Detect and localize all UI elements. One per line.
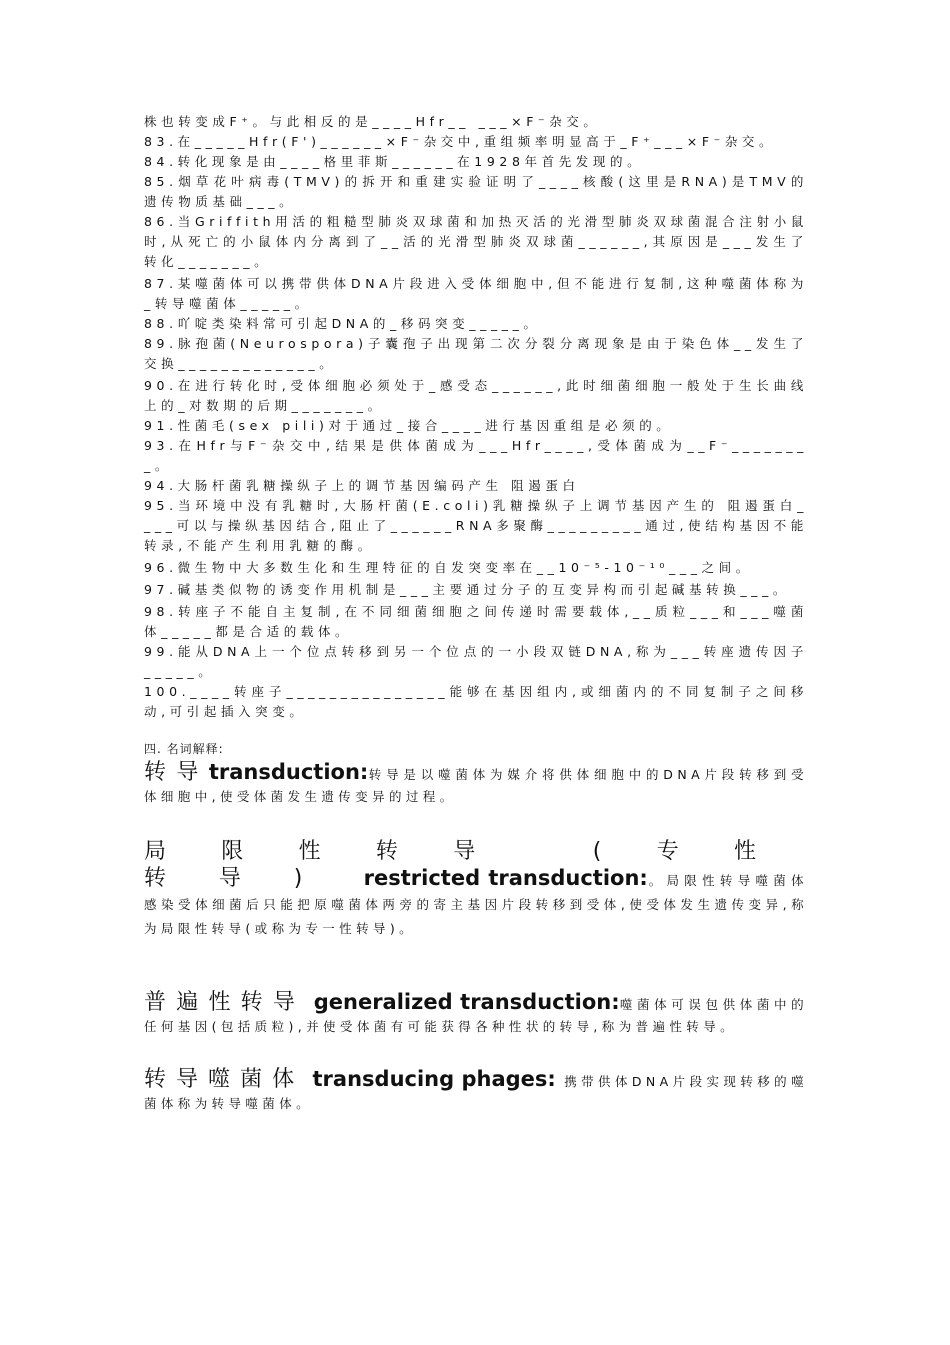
question-90: 90.在进行转化时,受体细胞必须处于_感受态______,此时细菌细胞一般处于生长曲线上的_对数期的后期_______。 bbox=[144, 378, 808, 413]
term-en: generalized transduction bbox=[313, 990, 612, 1014]
term-en: transduction bbox=[208, 760, 360, 784]
question-95: 95.当环境中没有乳糖时,大肠杆菌(E.coli)乳糖操纵子上调节基因产生的 阻遏蛋白____可以与操纵基因结合,阻止了______RNA多聚酶_________通过,使结构基因不能转录,不能产生利用乳糖的酶。 bbox=[144, 498, 808, 553]
question-96: 96.微生物中大多数生化和生理特征的自发突变率在__10⁻⁵-10⁻¹⁰___之间。 bbox=[144, 560, 753, 575]
term-definition: 噬菌体可误包供体菌中的任何基因(包括质粒),并使受体菌有可能获得各种性状的转导,称为普遍性转导。 bbox=[144, 997, 809, 1034]
term-colon: : bbox=[611, 990, 620, 1014]
question-83: 83.在_____Hfr(F')______×F⁻杂交中,重组频率明显高于_F⁺___×F⁻杂交。 bbox=[144, 134, 777, 149]
question-100: 100.____转座子_______________能够在基因组内,或细菌内的不同复制子之间移动,可引起插入突变。 bbox=[144, 684, 808, 719]
term-definition: 转导是以噬菌体为媒介将供体细胞中的DNA片段转移到受体细胞中,使受体菌发生遗传变异的过程。 bbox=[144, 767, 808, 804]
question-85: 85.烟草花叶病毒(TMV)的拆开和重建实验证明了____核酸(这里是RNA)是TMV的遗传物质基础___。 bbox=[144, 174, 808, 209]
question-99: 99.能从DNA上一个位点转移到另一个位点的一小段双链DNA,称为___转座遗传因子_____。 bbox=[144, 644, 808, 679]
page-content bbox=[144, 112, 808, 1115]
question-86: 86.当Griffith用活的粗糙型肺炎双球菌和加热灭活的光滑型肺炎双球菌混合注射小鼠时,从死亡的小鼠体内分离到了__活的光滑型肺炎双球菌______,其原因是___发生了转化_______。 bbox=[144, 214, 808, 269]
term-zh: 局限性转导 (专性转导) bbox=[144, 839, 808, 891]
question-97: 97.碱基类似物的诱变作用机制是___主要通过分子的互变异构而引起碱基转换___。 bbox=[144, 582, 790, 597]
question-84: 84.转化现象是由____格里菲斯______在1928年首先发现的。 bbox=[144, 154, 645, 169]
term-en: restricted transduction bbox=[363, 866, 640, 890]
section-title: 四. 名词解释: bbox=[144, 742, 224, 756]
question-94: 94.大肠杆菌乳糖操纵子上的调节基因编码产生 阻遏蛋白 bbox=[144, 478, 580, 493]
term-colon: : bbox=[359, 760, 369, 784]
term-transduction bbox=[144, 761, 808, 808]
question-87: 87.某噬菌体可以携带供体DNA片段进入受体细胞中,但不能进行复制,这种噬菌体称为_转导噬菌体_____。 bbox=[144, 276, 808, 311]
term-definition: 。局限性转导噬菌体感染受体细菌后只能把原噬菌体两旁的寄主基因片段转移到受体,使受体发生遗传变异,称为局限性转导(或称为专一性转导)。 bbox=[144, 873, 809, 936]
term-transducing-phages bbox=[144, 1068, 808, 1115]
question-89: 89.脉孢菌(Neurospora)子囊孢子出现第二次分裂分离现象是由于染色体__发生了交换_____________。 bbox=[144, 336, 808, 371]
question-98: 98.转座子不能自主复制,在不同细菌细胞之间传递时需要载体,__质粒___和___噬菌体_____都是合适的载体。 bbox=[144, 604, 808, 639]
term-zh: 转导 bbox=[144, 760, 209, 785]
term-en: transducing phages bbox=[312, 1067, 548, 1091]
term-generalized-transduction bbox=[144, 991, 808, 1038]
term-definition: 携带供体DNA片段实现转移的噬菌体称为转导噬菌体。 bbox=[144, 1074, 808, 1111]
term-colon: : bbox=[639, 866, 648, 890]
question-82-continuation: 株也转变成F⁺。与此相反的是____Hfr__ ___×F⁻杂交。 bbox=[144, 114, 601, 129]
term-colon: : bbox=[547, 1067, 556, 1091]
question-93: 93.在Hfr与F⁻杂交中,结果是供体菌成为___Hfr____,受体菌成为__F⁻________。 bbox=[144, 438, 808, 473]
term-restricted-transduction bbox=[144, 840, 808, 941]
term-zh: 转导噬菌体 bbox=[144, 1067, 305, 1092]
term-zh: 普遍性转导 bbox=[144, 990, 306, 1015]
question-88: 88.吖啶类染料常可引起DNA的_移码突变_____。 bbox=[144, 316, 541, 331]
question-91: 91.性菌毛(sex pili)对于通过_接合____进行基因重组是必须的。 bbox=[144, 418, 674, 433]
